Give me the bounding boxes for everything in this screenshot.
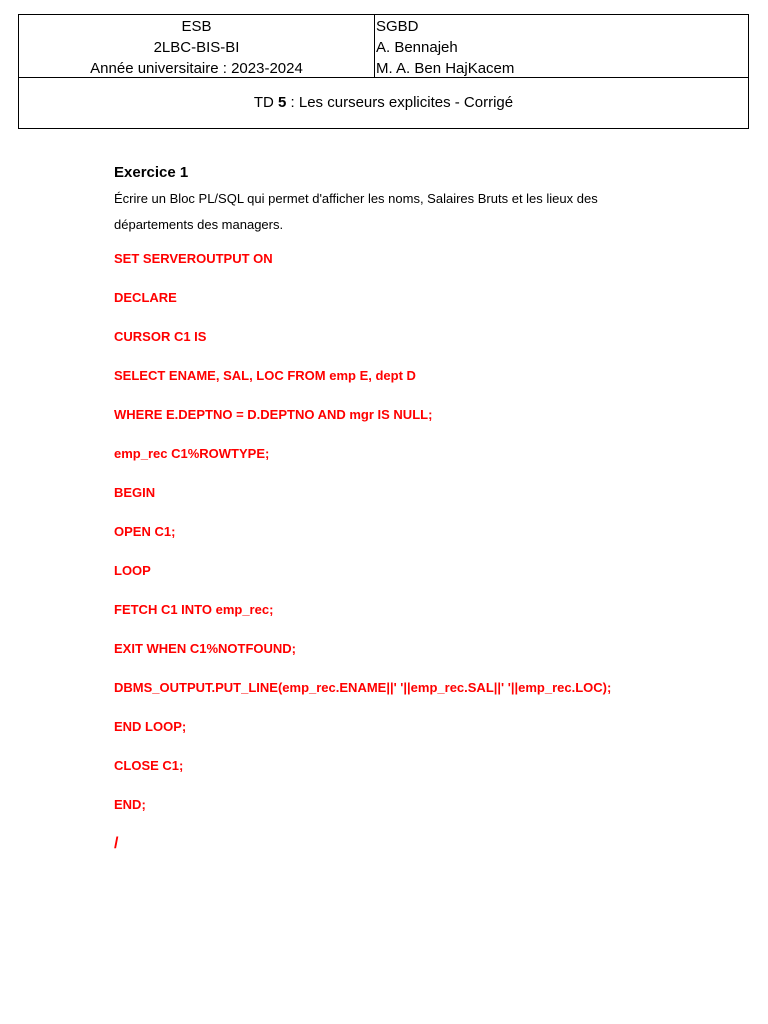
exercise-title: Exercice 1 — [114, 164, 189, 181]
code-line: EXIT WHEN C1%NOTFOUND; — [114, 641, 296, 656]
code-line: CURSOR C1 IS — [114, 329, 207, 344]
header-table — [18, 14, 749, 129]
code-line: DECLARE — [114, 290, 177, 305]
code-block — [114, 250, 674, 874]
statement-line-1: Écrire un Bloc PL/SQL qui permet d'afficher les noms, Salaires Bruts et les lieux des — [114, 191, 598, 206]
document-title — [19, 78, 748, 128]
school-name: ESB — [181, 18, 212, 35]
course-name: SGBD — [376, 18, 419, 35]
code-line: LOOP — [114, 563, 151, 578]
exercise-content — [114, 160, 674, 874]
code-line: END; — [114, 797, 146, 812]
class-name: 2LBC-BIS-BI — [153, 39, 240, 56]
code-line: / — [114, 835, 119, 852]
code-line: END LOOP; — [114, 719, 187, 734]
code-line: DBMS_OUTPUT.PUT_LINE(emp_rec.ENAME||' '||emp_rec.SAL||' '||emp_rec.LOC); — [114, 680, 612, 695]
title-prefix: TD — [253, 94, 279, 111]
code-line: BEGIN — [114, 485, 156, 500]
academic-year: Année universitaire : 2023-2024 — [90, 60, 303, 77]
code-line: FETCH C1 INTO emp_rec; — [114, 602, 274, 617]
code-line: SET SERVEROUTPUT ON — [114, 251, 273, 266]
header-top-row — [19, 15, 748, 78]
teacher-2: M. A. Ben HajKacem — [376, 60, 515, 77]
title-number: 5 — [278, 94, 287, 111]
code-line: CLOSE C1; — [114, 758, 184, 773]
code-line: SELECT ENAME, SAL, LOC FROM emp E, dept D — [114, 368, 416, 383]
header-left-cell — [19, 15, 375, 77]
exercise-statement — [114, 186, 674, 238]
statement-line-2: départements des managers. — [114, 217, 284, 232]
header-right-cell — [375, 15, 748, 78]
title-suffix: : Les curseurs explicites - Corrigé — [286, 94, 514, 111]
code-line: emp_rec C1%ROWTYPE; — [114, 446, 270, 461]
code-line: OPEN C1; — [114, 524, 176, 539]
code-line: WHERE E.DEPTNO = D.DEPTNO AND mgr IS NULL; — [114, 407, 433, 422]
teacher-1: A. Bennajeh — [376, 39, 458, 56]
